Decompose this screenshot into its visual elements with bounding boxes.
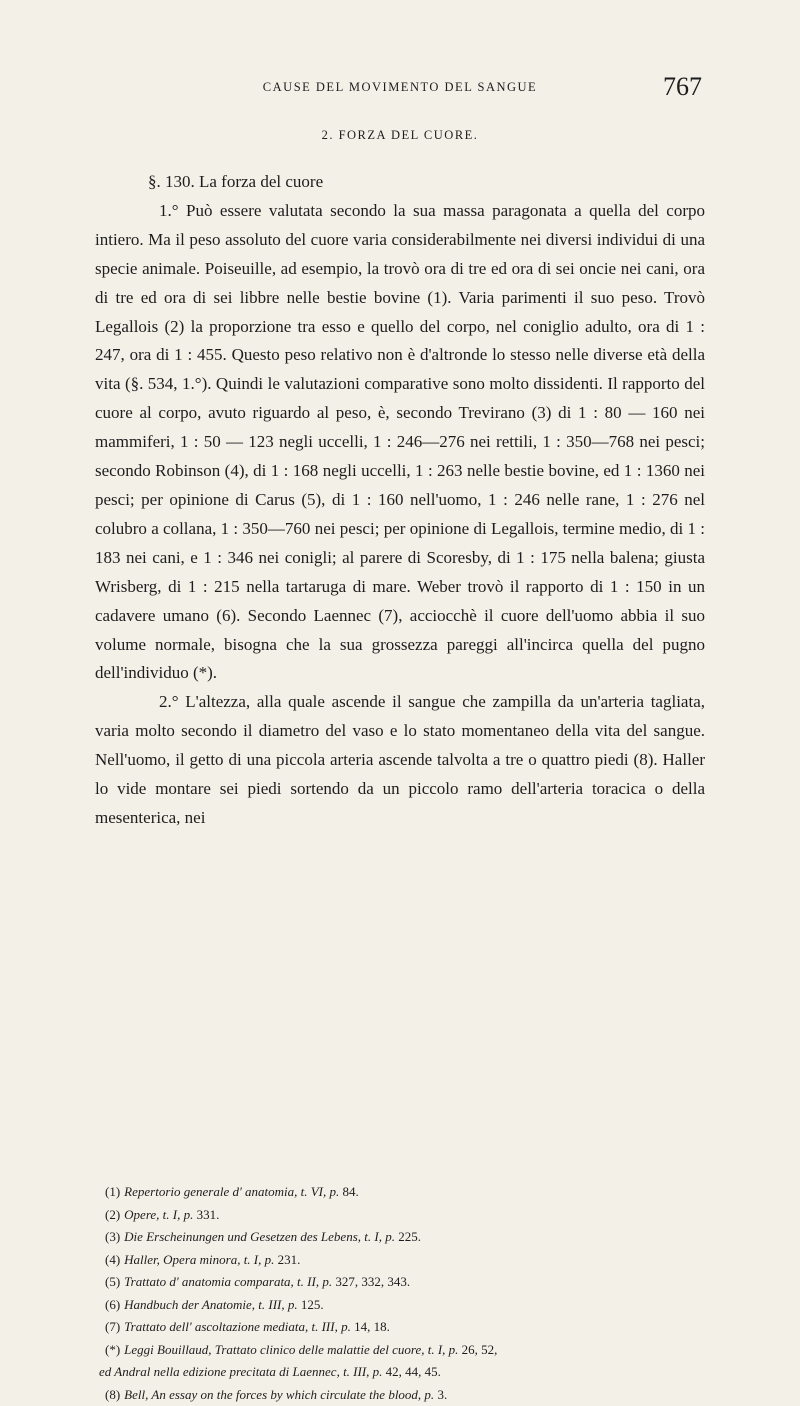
section-title: 2. FORZA DEL CUORE. bbox=[0, 128, 800, 143]
footnote-pages: 42, 44, 45. bbox=[382, 1364, 441, 1379]
footnote-number: (3) bbox=[105, 1229, 120, 1244]
footnote-pages: 225. bbox=[395, 1229, 421, 1244]
footnote-number: (7) bbox=[105, 1319, 120, 1334]
footnote-source: ed Andral nella edizione precitata di Laennec, t. III, p. bbox=[99, 1364, 382, 1379]
page-number: 767 bbox=[663, 72, 702, 102]
footnote-number: (*) bbox=[105, 1342, 120, 1357]
footnote-pages: 125. bbox=[298, 1297, 324, 1312]
footnote-source: Opere, t. I, p. bbox=[124, 1207, 193, 1222]
footnote-source: Haller, Opera minora, t. I, p. bbox=[124, 1252, 274, 1267]
footnote bbox=[95, 1384, 715, 1406]
footnote-number: (5) bbox=[105, 1274, 120, 1289]
footnote bbox=[95, 1316, 715, 1339]
footnote-continuation bbox=[95, 1361, 715, 1384]
footnote-pages: 327, 332, 343. bbox=[332, 1274, 410, 1289]
footnote-pages: 14, 18. bbox=[351, 1319, 390, 1334]
footnote-source: Repertorio generale d' anatomia, t. VI, p. bbox=[124, 1184, 339, 1199]
footnote-source: Handbuch der Anatomie, t. III, p. bbox=[124, 1297, 297, 1312]
footnote-source: Bell, An essay on the forces by which circulate the blood, p. bbox=[124, 1387, 434, 1402]
running-title: CAUSE DEL MOVIMENTO DEL SANGUE bbox=[0, 80, 800, 95]
footnotes bbox=[95, 1181, 715, 1406]
paragraph-1: 1.° Può essere valutata secondo la sua massa paragonata a quella del corpo intiero. Ma il peso assoluto del cuore varia considerabilmente nei diversi individui di una specie animale. Poiseuille, ad esempio, la trovò ora di tre ed ora di sei oncie nei cani, ora di tre ed ora di sei libbre nelle bestie bovine (1). Varia parimenti il suo peso. Trovò Legallois (2) la proporzione tra esso e quello del corpo, nel coniglio adulto, ora di 1 : 247, ora di 1 : 455. Questo peso relativo non è d'altronde lo stesso nelle diverse età della vita (§. 534, 1.°). Quindi le valutazioni comparative sono molto dissidenti. Il rapporto del cuore al corpo, avuto riguardo al peso, è, secondo Treviranο (3) di 1 : 80 — 160 nei mammiferi, 1 : 50 — 123 negli uccelli, 1 : 246—276 nei rettili, 1 : 350—768 nei pesci; secondo Robinson (4), di 1 : 168 negli uccelli, 1 : 263 nelle bestie bovine, ed 1 : 1360 nei pesci; per opinione di Carus (5), di 1 : 160 nell'uomo, 1 : 246 nelle rane, 1 : 276 nel colubro a collana, 1 : 350—760 nei pesci; per opinione di Legallois, termine medio, di 1 : 183 nei cani, e 1 : 346 nei conigli; al parere di Scoresby, di 1 : 175 nella balena; giusta Wrisberg, di 1 : 215 nella tartaruga di mare. Weber trovò il rapporto di 1 : 150 in un cadavere umano (6). Secondo Laennec (7), acciocchè il cuore dell'uomo abbia il suo volume normale, bisogna che la sua grossezza pareggi all'incirca quella del pugno dell'individuo (*). bbox=[95, 197, 705, 688]
footnote-number: (2) bbox=[105, 1207, 120, 1222]
footnote-pages: 231. bbox=[274, 1252, 300, 1267]
footnote-source: Trattato d' anatomia comparata, t. II, p. bbox=[124, 1274, 332, 1289]
footnote bbox=[95, 1271, 715, 1294]
footnote bbox=[95, 1204, 715, 1227]
footnote-number: (1) bbox=[105, 1184, 120, 1199]
footnote bbox=[95, 1249, 715, 1272]
footnote bbox=[95, 1294, 715, 1317]
footnote-number: (8) bbox=[105, 1387, 120, 1402]
footnote bbox=[95, 1339, 715, 1362]
footnote-source: Die Erscheinungen und Gesetzen des Lebens, t. I, p. bbox=[124, 1229, 395, 1244]
footnote-pages: 331. bbox=[193, 1207, 219, 1222]
footnote-source: Trattato dell' ascoltazione mediata, t. III, p. bbox=[124, 1319, 351, 1334]
paragraph-heading: §. 130. La forza del cuore bbox=[95, 168, 705, 197]
footnote-pages: 26, 52, bbox=[458, 1342, 497, 1357]
footnote-pages: 84. bbox=[339, 1184, 359, 1199]
footnote bbox=[95, 1181, 715, 1204]
footnote-pages: 3. bbox=[434, 1387, 447, 1402]
body-text bbox=[95, 168, 705, 833]
footnote bbox=[95, 1226, 715, 1249]
footnote-number: (6) bbox=[105, 1297, 120, 1312]
footnote-number: (4) bbox=[105, 1252, 120, 1267]
paragraph-2: 2.° L'altezza, alla quale ascende il sangue che zampilla da un'arteria tagliata, varia molto secondo il diametro del vaso e lo stato momentaneo della vita del sangue. Nell'uomo, il getto di una piccola arteria ascende talvolta a tre o quattro piedi (8). Haller lo vide montare sei piedi sortendo da un piccolo ramo dell'arteria toracica o della mesenterica, nei bbox=[95, 688, 705, 833]
footnote-source: Leggi Bouillaud, Trattato clinico delle malattie del cuore, t. I, p. bbox=[124, 1342, 458, 1357]
